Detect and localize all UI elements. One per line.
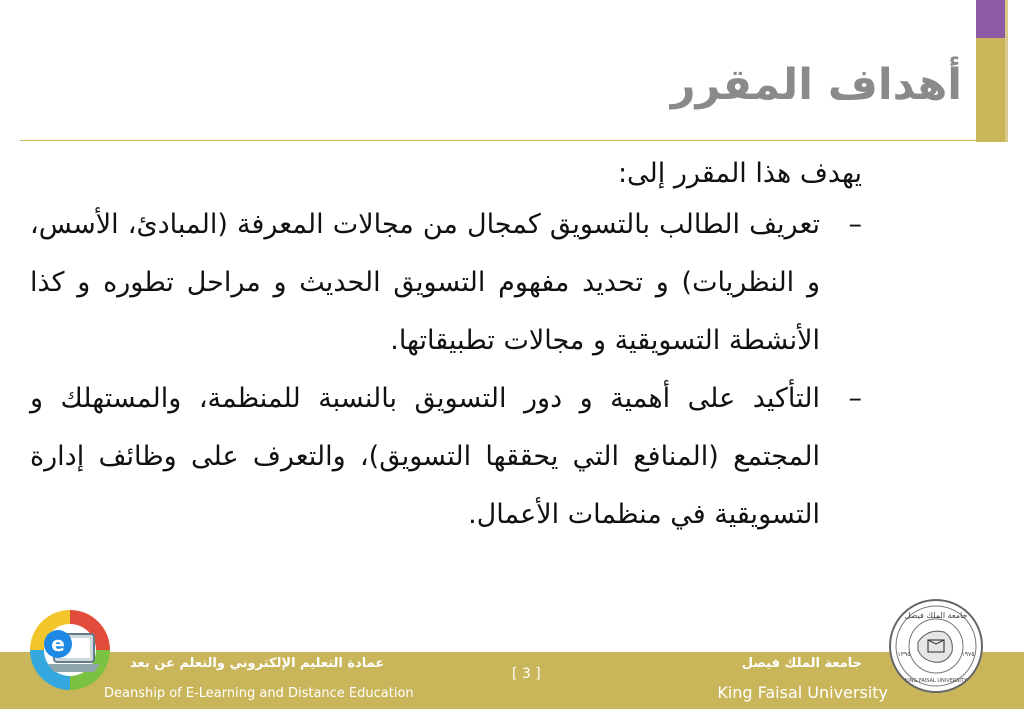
footer-bar: [0, 652, 1024, 709]
bullet-marker: –: [848, 383, 862, 414]
elearning-logo-icon: [28, 598, 120, 698]
svg-text:جامعة الملك فيصل: جامعة الملك فيصل: [904, 611, 968, 620]
accent-bar-purple: [976, 0, 1005, 38]
university-seal-icon: [888, 598, 984, 694]
svg-text:e: e: [51, 632, 65, 656]
deanship-name-en: Deanship of E-Learning and Distance Education: [104, 686, 414, 701]
slide-title: أهداف المقرر: [670, 60, 962, 110]
list-item-text: تعريف الطالب بالتسويق كمجال من مجالات المعرفة (المبادئ، الأسس، و النظريات) و تحديد مفهوم التسويق الحديث و مراحل تطوره و كذا الأنشطة التسويقية و مجالات تطبيقاتها.: [30, 209, 820, 356]
bullet-marker: –: [848, 209, 862, 240]
university-name-en: King Faisal University: [717, 683, 888, 702]
title-divider: [20, 140, 976, 141]
page-number: [ 3 ]: [512, 666, 541, 682]
accent-bar-gold: [976, 38, 1005, 142]
slide-body: [30, 150, 862, 544]
deanship-name-ar: عمادة التعليم الإلكتروني والتعلم عن بعد: [130, 656, 385, 671]
list-item: [30, 196, 862, 370]
accent-bar-thin: [1005, 0, 1008, 142]
svg-text:١٣٩٥: ١٣٩٥: [897, 651, 911, 658]
list-item-text: التأكيد على أهمية و دور التسويق بالنسبة للمنظمة، والمستهلك و المجتمع (المنافع التي يحققها التسويق)، والتعرف على وظائف إدارة التسويقية في منظمات الأعمال.: [30, 383, 820, 530]
university-name-ar: جامعة الملك فيصل: [741, 656, 862, 671]
intro-text: يهدف هذا المقرر إلى:: [617, 158, 862, 189]
list-item: [30, 370, 862, 544]
svg-text:KING FAISAL UNIVERSITY: KING FAISAL UNIVERSITY: [904, 678, 968, 684]
svg-text:١٩٧٥: ١٩٧٥: [961, 651, 975, 658]
